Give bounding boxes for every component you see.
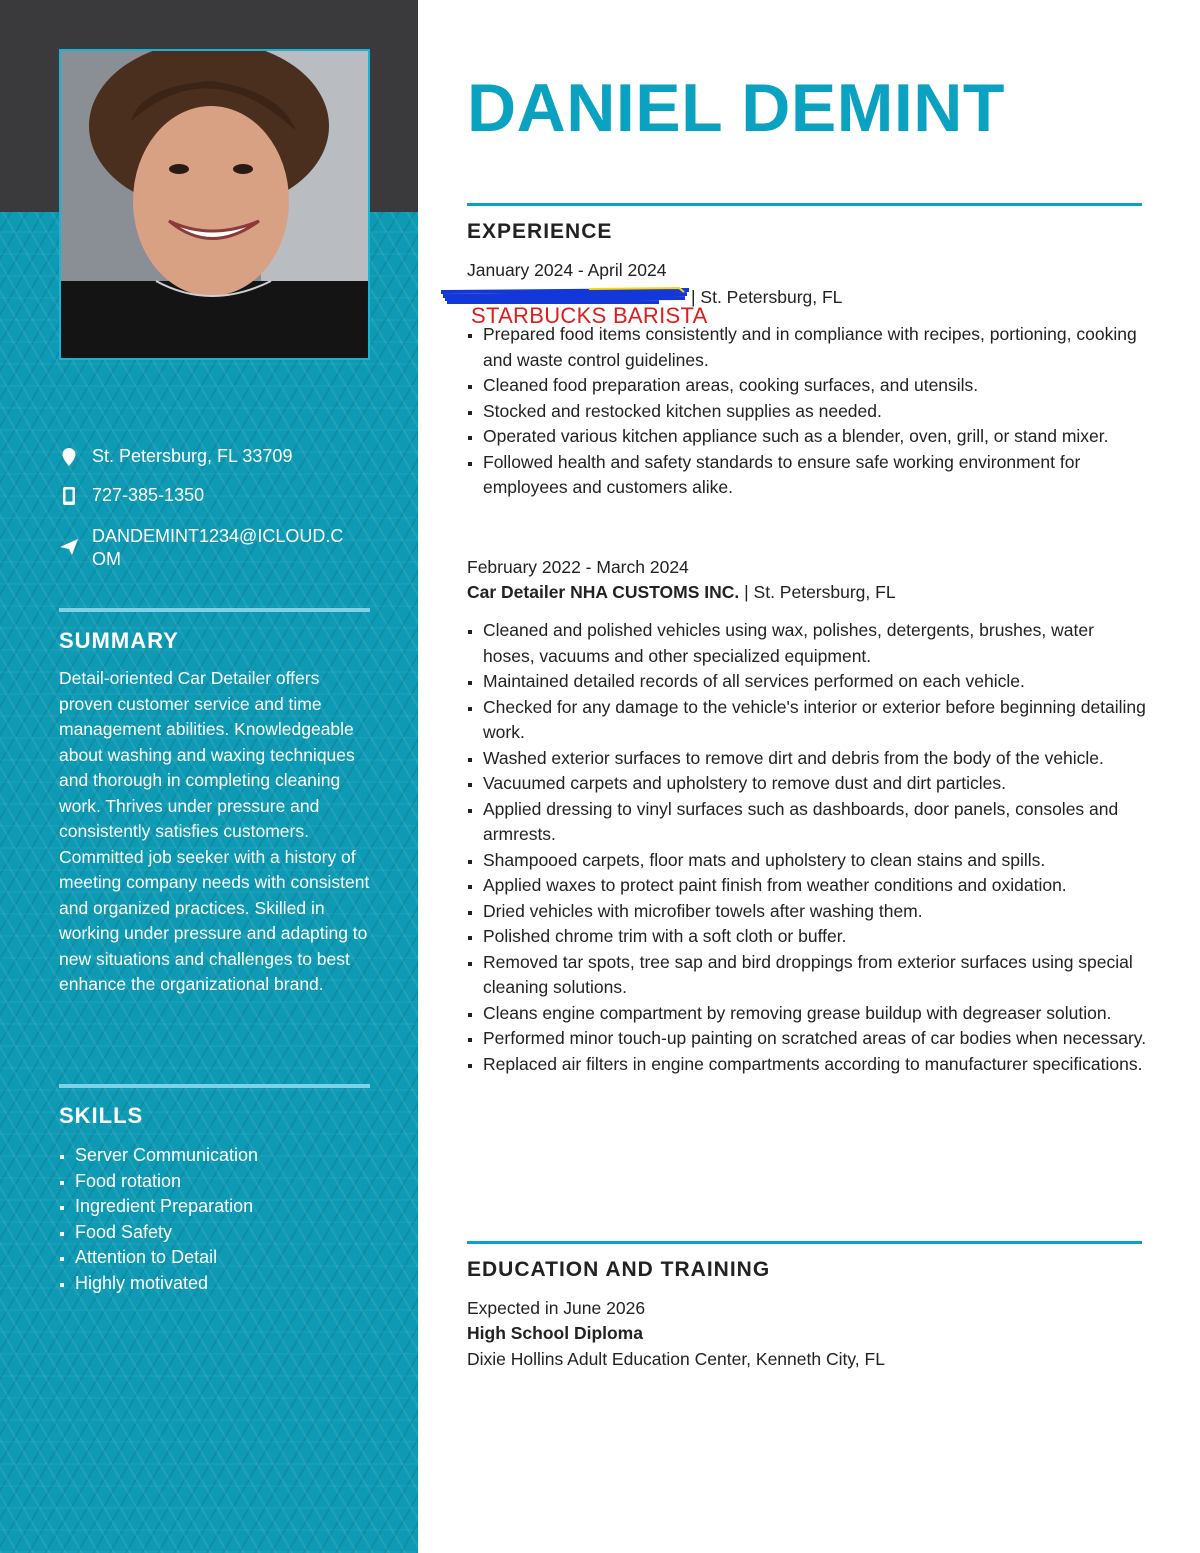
job-title: Car Detailer NHA CUSTOMS INC. [467, 582, 740, 602]
skill-item: Food rotation [59, 1169, 258, 1195]
skill-item: Ingredient Preparation [59, 1194, 258, 1220]
job-location: | St. Petersburg, FL [691, 287, 843, 307]
job-bullet: Shampooed carpets, floor mats and upholstery to clean stains and spills. [467, 848, 1147, 874]
skill-item: Server Communication [59, 1143, 258, 1169]
email-text [92, 525, 372, 571]
job-bullet: Maintained detailed records of all services performed on each vehicle. [467, 669, 1147, 695]
paper-plane-icon [59, 537, 79, 557]
job-bullet: Checked for any damage to the vehicle's interior or exterior before beginning detailing work. [467, 695, 1147, 746]
education-date: Expected in June 2026 [467, 1298, 646, 1318]
profile-photo [59, 49, 370, 360]
job-location: | St. Petersburg, FL [739, 582, 896, 602]
location-text: St. Petersburg, FL 33709 [92, 446, 293, 466]
education-heading: EDUCATION AND TRAINING [467, 1258, 771, 1281]
section-divider [467, 203, 1142, 206]
section-divider [467, 1241, 1142, 1244]
phone-icon [59, 486, 79, 506]
job-bullets [467, 322, 1147, 501]
job-bullet: Cleaned food preparation areas, cooking surfaces, and utensils. [467, 373, 1147, 399]
job-bullet: Applied dressing to vinyl surfaces such as dashboards, door panels, consoles and armrests. [467, 797, 1147, 848]
job-bullet: Stocked and restocked kitchen supplies as needed. [467, 399, 1147, 425]
education-school: Dixie Hollins Adult Education Center, Kenneth City, FL [467, 1349, 885, 1369]
summary-heading: SUMMARY [59, 628, 179, 653]
job-bullet: Removed tar spots, tree sap and bird droppings from exterior surfaces using special cleaning solutions. [467, 950, 1147, 1001]
job-bullet: Polished chrome trim with a soft cloth or buffer. [467, 924, 1147, 950]
sidebar-divider [59, 608, 370, 612]
job-bullet: Vacuumed carpets and upholstery to remove dust and dirt particles. [467, 771, 1147, 797]
job-title-line [467, 580, 896, 606]
map-pin-icon [59, 447, 79, 467]
sidebar-divider [59, 1084, 370, 1088]
handwritten-annotation: STARBUCKS BARISTA [471, 303, 708, 328]
email-line-1: DANDEMINT1234@ICLOUD.C [92, 526, 344, 546]
job-bullets [467, 618, 1147, 1077]
job-bullet: Performed minor touch-up painting on scratched areas of car bodies when necessary. [467, 1026, 1147, 1052]
job-bullet: Followed health and safety standards to ensure safe working environment for employees and customers alike. [467, 450, 1147, 501]
experience-heading: EXPERIENCE [467, 220, 613, 243]
job-bullet: Operated various kitchen appliance such as a blender, oven, grill, or stand mixer. [467, 424, 1147, 450]
job-bullet: Replaced air filters in engine compartments according to manufacturer specifications. [467, 1052, 1147, 1078]
job-bullet: Prepared food items consistently and in compliance with recipes, portioning, cooking and waste control guidelines. [467, 322, 1147, 373]
skill-item: Highly motivated [59, 1271, 258, 1297]
job-bullet: Cleans engine compartment by removing grease buildup with degreaser solution. [467, 1001, 1147, 1027]
skills-list [59, 1143, 258, 1296]
job-dates: February 2022 - March 2024 [467, 557, 689, 577]
skill-item: Attention to Detail [59, 1245, 258, 1271]
education-degree [467, 1321, 643, 1347]
job-bullet: Dried vehicles with microfiber towels after washing them. [467, 899, 1147, 925]
summary-text: Detail-oriented Car Detailer offers proven customer service and time management abilities. Knowledgeable about washing and waxing techniques and thorough in completing cleaning work. Thrives under pressure and consistently satisfies customers. Committed job seeker with a history of meeting company needs with consistent and organized practices. Skilled in working under pressure and adapting to new situations and challenges to best enhance the organizational brand. [59, 668, 370, 994]
email-line-2: OM [92, 549, 121, 569]
job-bullet: Cleaned and polished vehicles using wax, polishes, detergents, brushes, water hoses, vacuums and other specialized equipment. [467, 618, 1147, 669]
degree-title: High School Diploma [467, 1323, 643, 1343]
job-bullet: Applied waxes to protect paint finish from weather conditions and oxidation. [467, 873, 1147, 899]
candidate-name: DANIEL DEMINT [467, 70, 1005, 146]
skill-item: Food Safety [59, 1220, 258, 1246]
job-dates: January 2024 - April 2024 [467, 260, 667, 280]
job-bullet: Washed exterior surfaces to remove dirt and debris from the body of the vehicle. [467, 746, 1147, 772]
phone-text: 727-385-1350 [92, 485, 205, 505]
skills-heading: SKILLS [59, 1103, 144, 1128]
